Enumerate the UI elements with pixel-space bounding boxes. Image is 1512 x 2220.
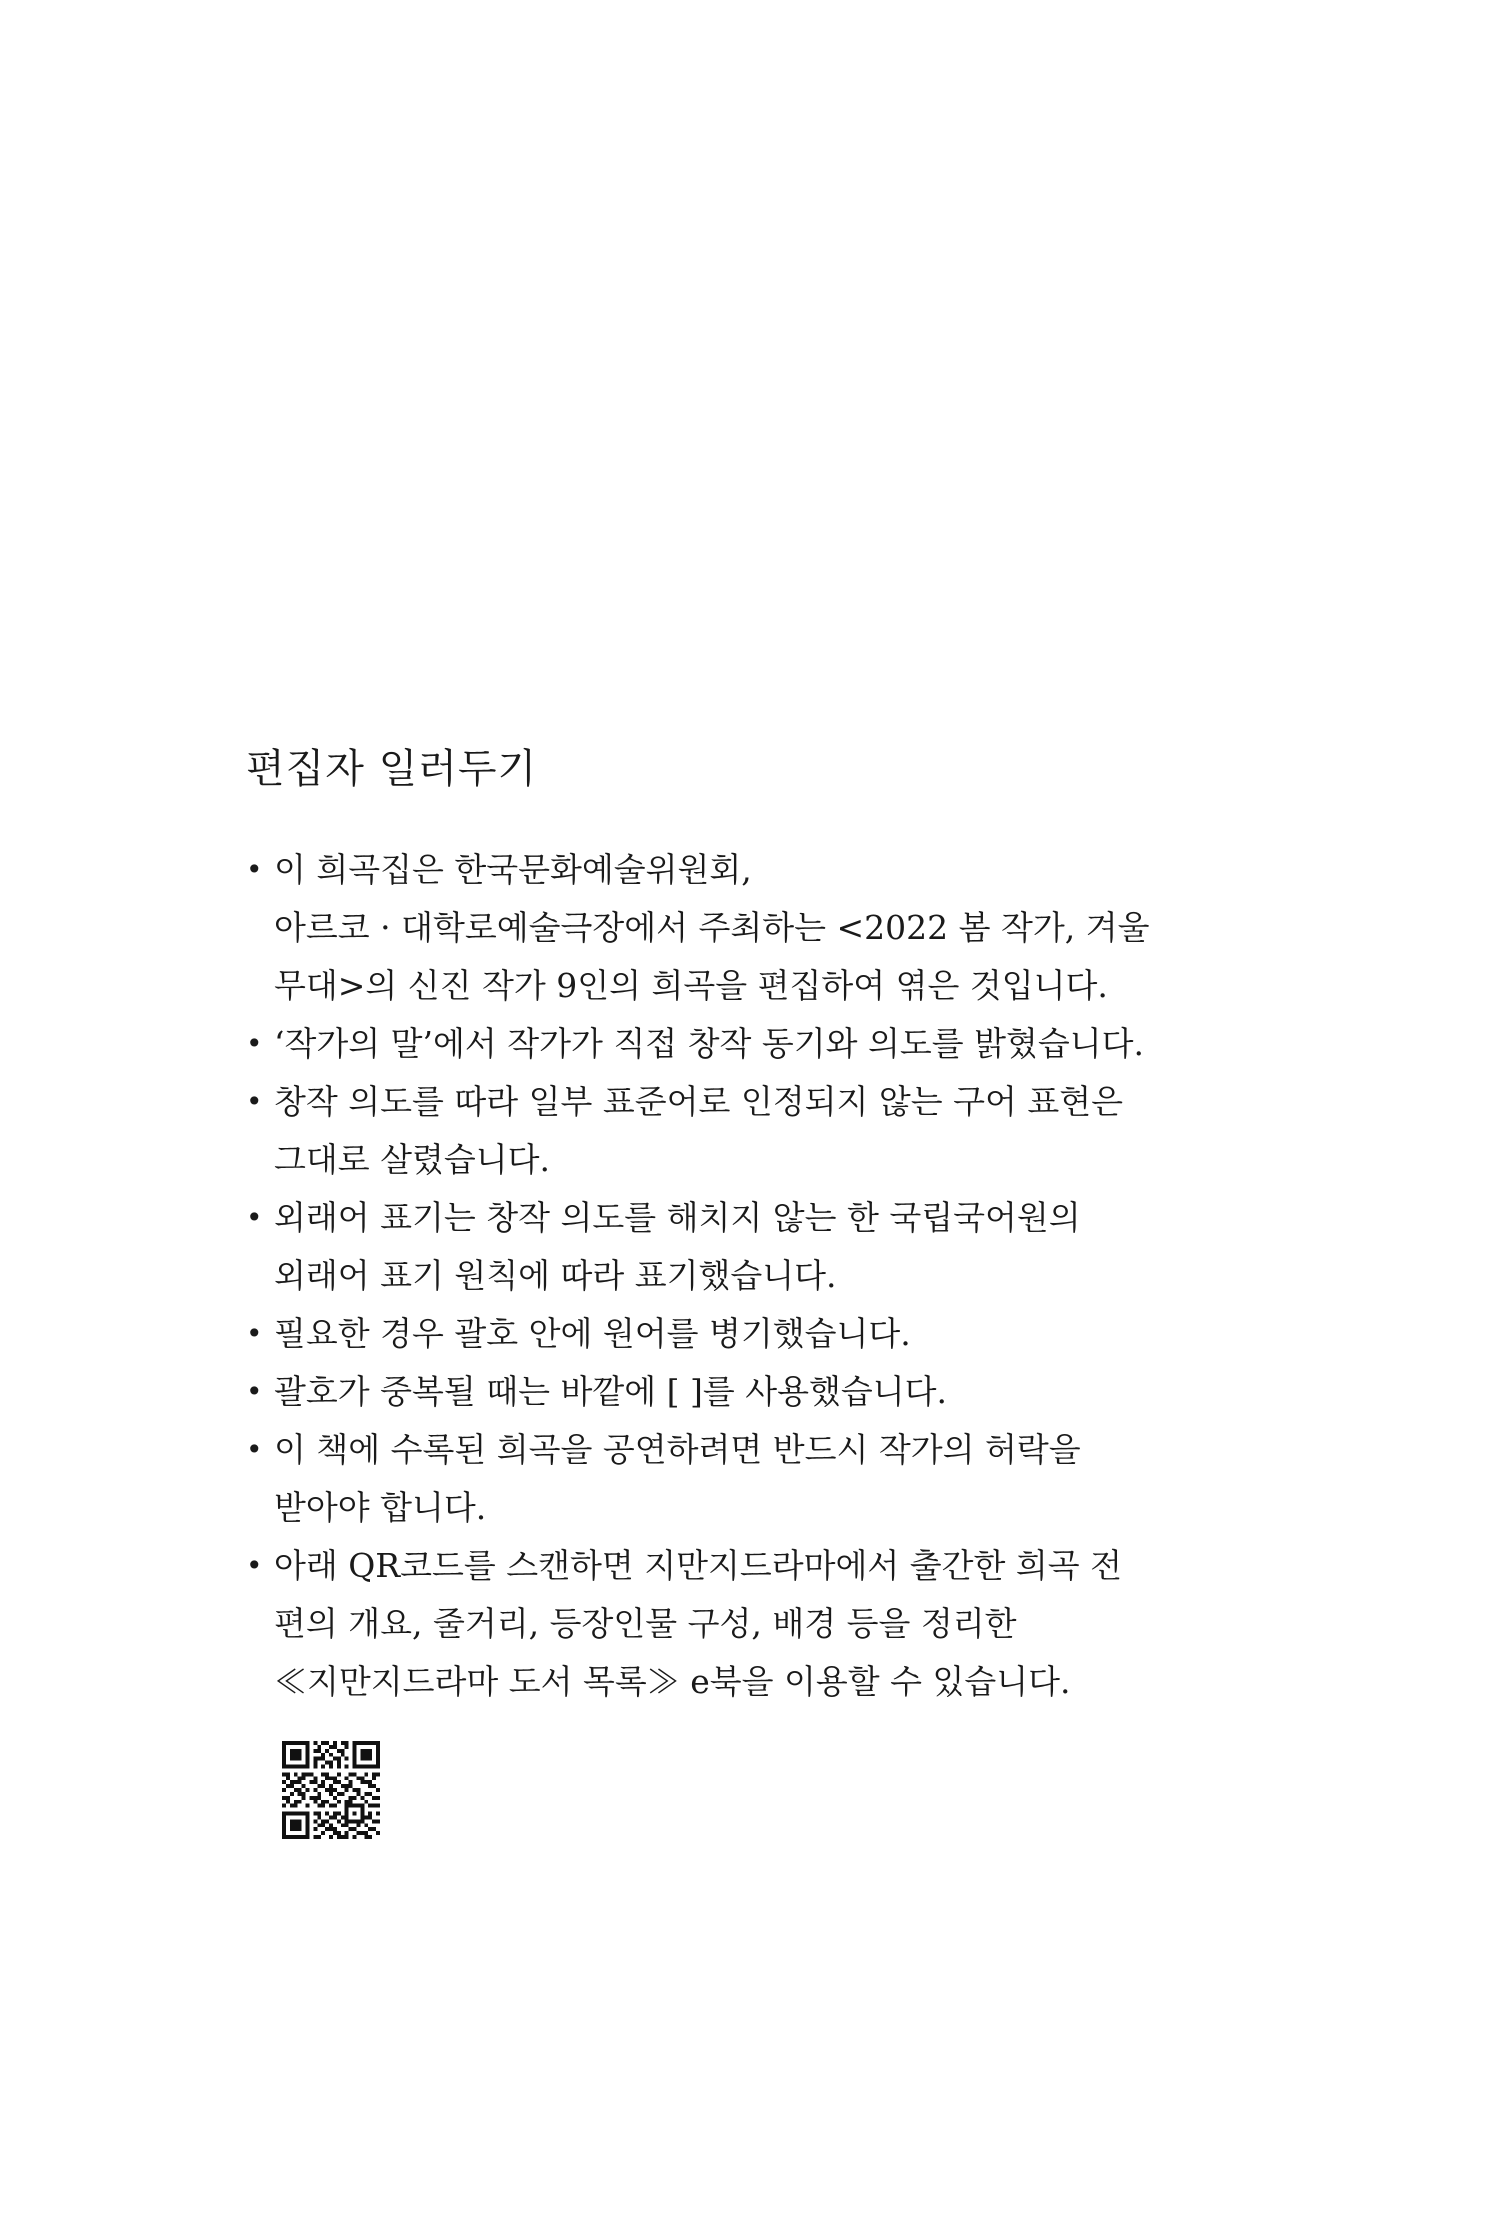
note-line: 외래어 표기는 창작 의도를 해치지 않는 한 국립국어원의: [274, 1198, 1081, 1237]
note-text: [274, 1363, 947, 1421]
list-item: [246, 1073, 1286, 1189]
list-item: [246, 1363, 1286, 1421]
note-text: [274, 1015, 1144, 1073]
note-line: 아래 QR코드를 스캔하면 지만지드라마에서 출간한 희곡 전: [274, 1546, 1123, 1585]
list-item: [246, 1537, 1286, 1711]
editor-notes-section: [246, 745, 1286, 1843]
list-item: [246, 1421, 1286, 1537]
bullet: •: [246, 1201, 263, 1234]
bullet: •: [246, 1317, 263, 1350]
list-item: [246, 841, 1286, 1015]
bullet: •: [246, 1433, 263, 1466]
note-text: [274, 1073, 1123, 1189]
note-line: 괄호가 중복될 때는 바깥에 [ ]를 사용했습니다.: [274, 1372, 947, 1411]
list-item: [246, 1015, 1286, 1073]
bullet: •: [246, 1085, 263, 1118]
page-title: 편집자 일러두기: [246, 746, 538, 792]
bullet: •: [246, 1027, 263, 1060]
note-text: [274, 1421, 1081, 1537]
note-line: 아르코 · 대학로예술극장에서 주최하는 <2022 봄 작가, 겨울: [274, 908, 1150, 947]
note-line: 받아야 합니다.: [274, 1488, 487, 1527]
qr-code-icon: [282, 1741, 380, 1839]
note-line: 창작 의도를 따라 일부 표준어로 인정되지 않는 구어 표현은: [274, 1082, 1123, 1121]
note-text: [274, 841, 1149, 1015]
note-line: 이 책에 수록된 희곡을 공연하려면 반드시 작가의 허락을: [274, 1430, 1081, 1469]
note-text: [274, 1305, 911, 1363]
note-line: 외래어 표기 원칙에 따라 표기했습니다.: [274, 1256, 837, 1295]
note-line: ‘작가의 말’에서 작가가 직접 창작 동기와 의도를 밝혔습니다.: [274, 1024, 1144, 1063]
note-line: 무대>의 신진 작가 9인의 희곡을 편집하여 엮은 것입니다.: [274, 966, 1108, 1005]
note-line: 이 희곡집은 한국문화예술위원회,: [274, 850, 752, 889]
bullet: •: [246, 1549, 263, 1582]
note-line: ≪지만지드라마 도서 목록≫ e북을 이용할 수 있습니다.: [274, 1662, 1071, 1701]
note-line: 필요한 경우 괄호 안에 원어를 병기했습니다.: [274, 1314, 911, 1353]
notes-list: [246, 841, 1286, 1711]
note-text: [274, 1537, 1122, 1711]
bullet: •: [246, 1375, 263, 1408]
note-line: 편의 개요, 줄거리, 등장인물 구성, 배경 등을 정리한: [274, 1604, 1017, 1643]
list-item: [246, 1189, 1286, 1305]
note-line: 그대로 살렸습니다.: [274, 1140, 551, 1179]
list-item: [246, 1305, 1286, 1363]
note-text: [274, 1189, 1081, 1305]
bullet: •: [246, 853, 263, 886]
